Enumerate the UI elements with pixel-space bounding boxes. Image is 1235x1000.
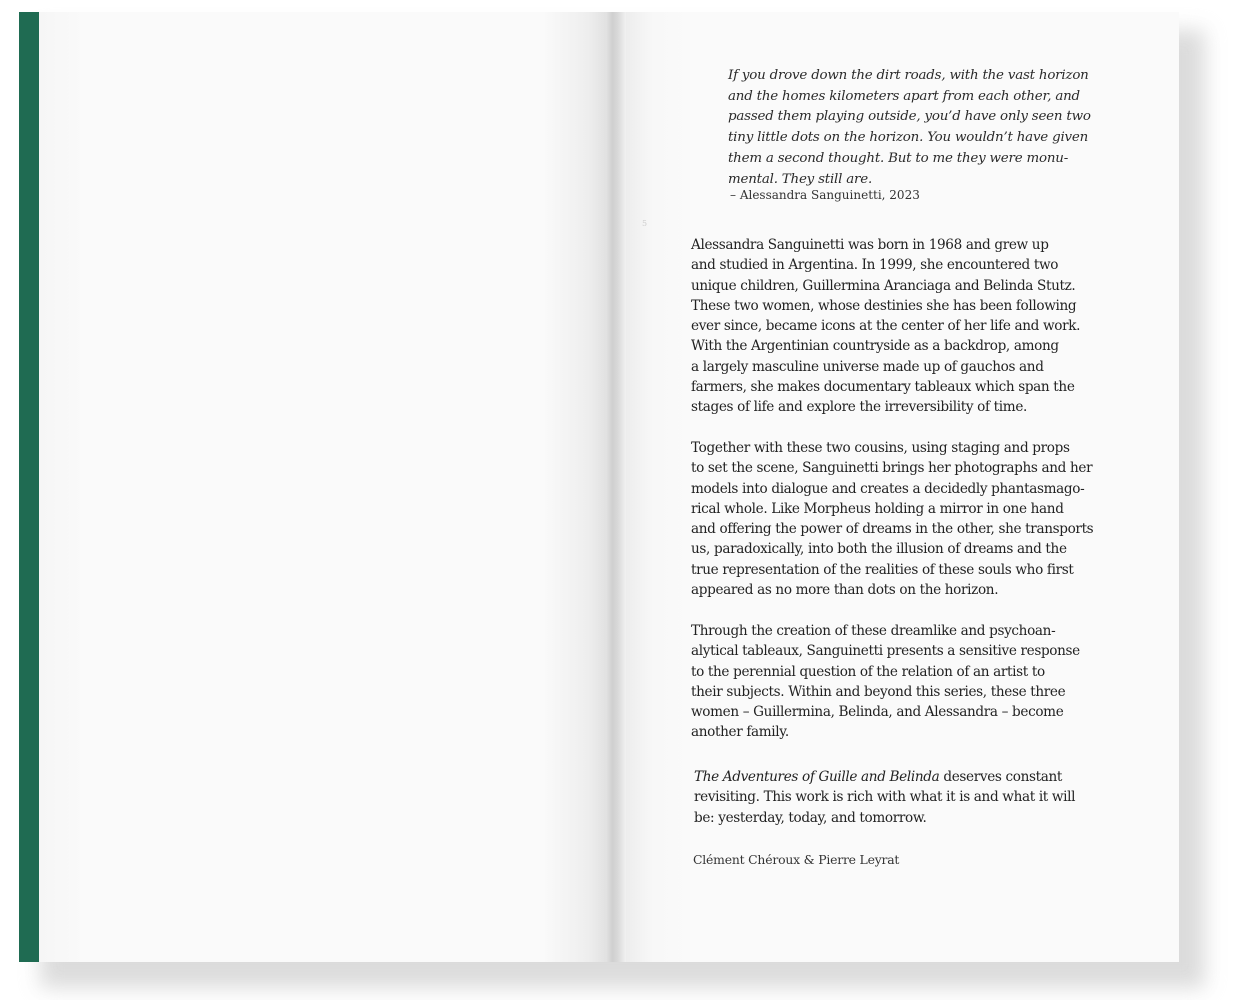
text-line: to set the scene, Sanguinetti brings her photographs and her <box>691 460 1093 477</box>
paragraph-closing <box>694 767 1086 828</box>
green-cover-edge <box>19 12 39 962</box>
text-line: farmers, she makes documentary tableaux which span the <box>691 379 1075 396</box>
text-line: With the Argentinian countryside as a backdrop, among <box>691 338 1059 355</box>
text-line: true representation of the realities of these souls who first <box>691 561 1074 578</box>
text-line: their subjects. Within and beyond this series, these three <box>691 683 1066 700</box>
text-line: Through the creation of these dreamlike and psychoan- <box>691 623 1056 639</box>
text-line: revisiting. This work is rich with what it is and what it will <box>694 789 1076 806</box>
text-line: unique children, Guillermina Aranciaga and Belinda Stutz. <box>691 277 1076 294</box>
text-fragment: deserves constant <box>939 769 1063 785</box>
text-line: us, paradoxically, into both the illusion of dreams and the <box>691 541 1067 558</box>
text-line: women – Guillermina, Belinda, and Alessandra – become <box>691 704 1064 721</box>
authors-signature: Clément Chéroux & Pierre Leyrat <box>693 852 900 867</box>
epigraph-line: them a second thought. But to me they were monu- <box>728 150 1069 166</box>
epigraph-line: passed them playing outside, you’d have only seen two <box>728 109 1091 125</box>
paragraph-staging <box>691 438 1094 600</box>
left-page-blank <box>39 12 611 962</box>
paragraph-tableaux <box>691 621 1083 743</box>
paragraph-biography <box>691 235 1083 418</box>
text-line: ever since, became icons at the center of her life and work. <box>691 318 1081 335</box>
epigraph-line: and the homes kilometers apart from each other, and <box>728 88 1080 104</box>
text-line: These two women, whose destinies she has been following <box>691 297 1077 314</box>
text-line: be: yesterday, today, and tomorrow. <box>694 809 927 826</box>
epigraph-line: If you drove down the dirt roads, with the vast horizon <box>728 68 1089 83</box>
text-line: models into dialogue and creates a decidedly phantasmago- <box>691 480 1085 497</box>
text-line: and studied in Argentina. In 1999, she encountered two <box>691 257 1059 274</box>
text-line: rical whole. Like Morpheus holding a mirror in one hand <box>691 500 1064 517</box>
epigraph-quote <box>728 66 1091 190</box>
epigraph-line: mental. They still are. <box>728 171 873 187</box>
text-line <box>694 767 1086 787</box>
text-line: stages of life and explore the irreversibility of time. <box>691 399 1027 416</box>
epigraph-attribution: – Alessandra Sanguinetti, 2023 <box>730 188 920 202</box>
margin-mark: 5 <box>642 219 648 228</box>
text-line: and offering the power of dreams in the other, she transports <box>691 521 1094 538</box>
text-line: alytical tableaux, Sanguinetti presents a sensitive response <box>691 643 1080 660</box>
text-line: appeared as no more than dots on the horizon. <box>691 582 999 599</box>
text-line: Together with these two cousins, using staging and props <box>691 440 1070 456</box>
text-line: a largely masculine universe made up of gauchos and <box>691 358 1044 375</box>
text-line: another family. <box>691 724 789 741</box>
book-title-italic: The Adventures of Guille and Belinda <box>694 769 940 785</box>
text-line: Alessandra Sanguinetti was born in 1968 and grew up <box>691 237 1049 253</box>
text-line: to the perennial question of the relation of an artist to <box>691 663 1045 680</box>
epigraph-line: tiny little dots on the horizon. You wouldn’t have given <box>728 130 1089 146</box>
